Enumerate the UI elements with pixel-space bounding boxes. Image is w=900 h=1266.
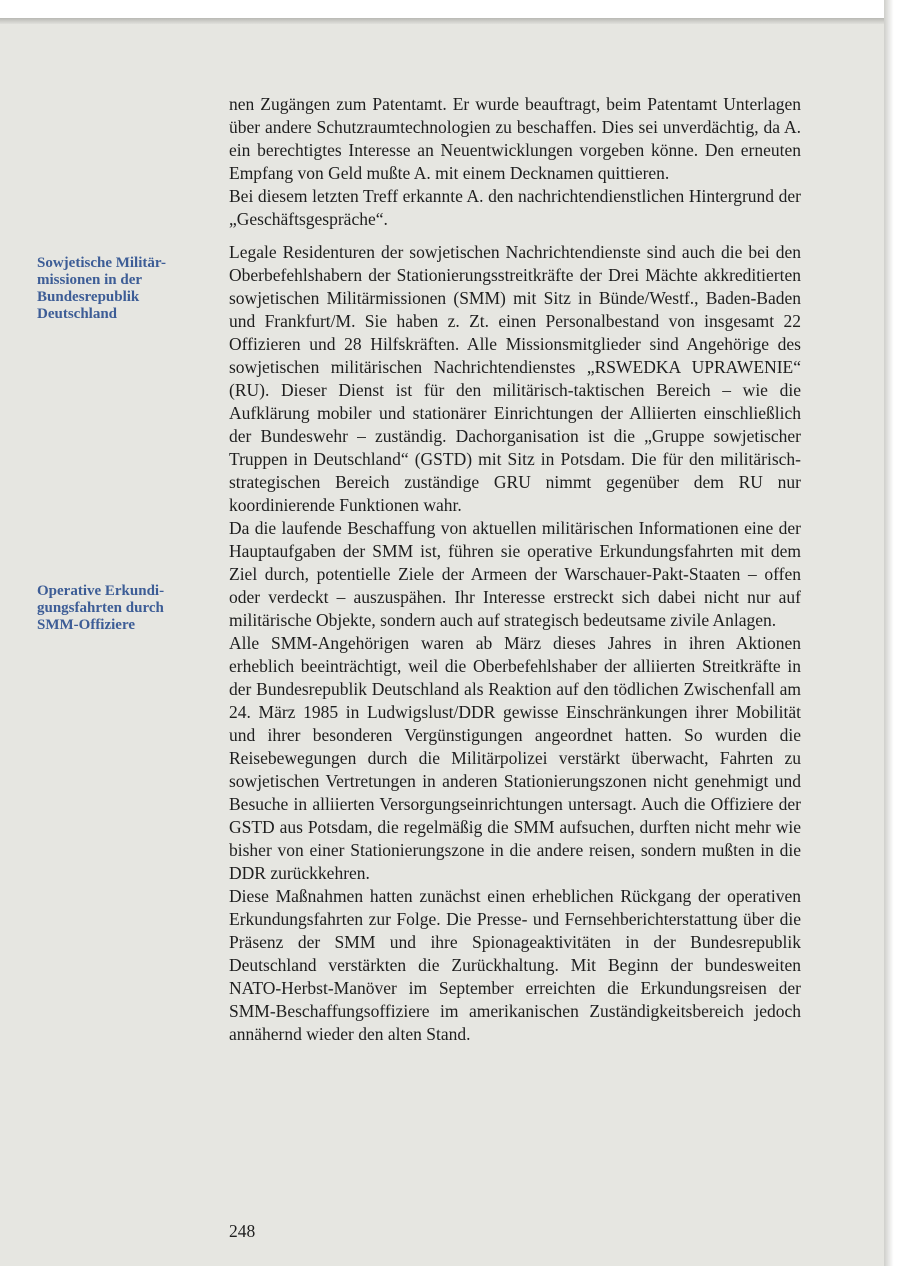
margin-heading-soviet-military-missions: Sowjetische Militär- missionen in der Bundesrepublik Deutschland [37, 255, 166, 322]
page-number: 248 [229, 1221, 256, 1241]
margin-heading-reconnaissance-trips: Operative Erkundi- gungsfahrten durch SMM-Offiziere [37, 583, 165, 633]
paragraph-last-meeting: Bei diesem letzten Treff erkannte A. den nachrichtendienstlichen Hintergrund der „Geschäftsgespräche“. [229, 186, 801, 229]
paragraph-patent-office: nen Zugängen zum Patentamt. Er wurde beauftragt, beim Patentamt Unterlagen über andere Schutzraumtechnologien zu beschaffen. Dies sei unverdächtig, da A. ein berechtigtes Interesse an Neuentwicklungen vorgeben könne. Den erneuten Empfang von Geld mußte A. mit einem Decknamen quittieren. [229, 94, 801, 183]
paragraph-decline: Diese Maßnahmen hatten zunächst einen erheblichen Rückgang der operativen Erkundungsfahrten zur Folge. Die Presse- und Fernsehberichterstattung über die Präsenz der SMM und ihre Spionageaktivitäten in der Bundesrepublik Deutschland verstärkten die Zurückhaltung. Mit Beginn der bundesweiten NATO-Herbst-Manöver im September erreichten die Erkundungsreisen der SMM-Beschaffungsoffiziere im amerikanischen Zuständigkeitsbereich jedoch annähernd wieder den alten Stand. [229, 886, 801, 1044]
scan-top-border [0, 0, 900, 18]
page-body-text [229, 93, 801, 1046]
paragraph-restrictions: Alle SMM-Angehörigen waren ab März dieses Jahres in ihren Aktionen erheblich beeinträchtigt, weil die Oberbefehlshaber der alliierten Streitkräfte in der Bundesrepublik Deutschland als Reaktion auf den tödlichen Zwischenfall am 24. März 1985 in Ludwigslust/DDR gewisse Einschränkungen ihrer Mobilität und ihrer besonderen Vergünstigungen angeordnet hatten. So wurden die Reisebewegungen durch die Militärpolizei verstärkt überwacht, Fahrten zu sowjetischen Vertretungen in anderen Stationierungszonen nicht genehmigt und Besuche in alliierten Versorgungseinrichtungen untersagt. Auch die Offiziere der GSTD aus Potsdam, die regelmäßig die SMM aufsuchen, durften nicht mehr wie bisher von einer Stationierungszone in die andere reisen, sondern mußten in die DDR zurückkehren. [229, 633, 801, 883]
paragraph-legal-residencies: Legale Residenturen der sowjetischen Nachrichtendienste sind auch die bei den Oberbefehlshabern der Stationierungsstreitkräfte der Drei Mächte akkreditierten sowjetischen Militärmissionen (SMM) mit Sitz in Bünde/Westf., Baden-Baden und Frankfurt/M. Sie haben z. Zt. einen Personalbestand von insgesamt 22 Offizieren und 28 Hilfskräften. Alle Missionsmitglieder sind Angehörige des sowjetischen militärischen Nachrichtendienstes „RSWEDKA UPRAWENIE“ (RU). Dieser Dienst ist für den militärisch-taktischen Bereich – wie die Aufklärung mobiler und stationärer Einrichtungen der Alliierten einschließlich der Bundeswehr – zuständig. Dachorganisation ist die „Gruppe sowjetischer Truppen in Deutschland“ (GSTD) mit Sitz in Potsdam. Die für den militärisch-strategischen Bereich zuständige GRU nimmt gegenüber dem RU nur koordinierende Funktionen wahr. [229, 242, 801, 515]
page-right-edge [884, 0, 900, 1266]
paragraph-operative-trips: Da die laufende Beschaffung von aktuellen militärischen Informationen eine der Hauptaufgaben der SMM ist, führen sie operative Erkundungsfahrten mit dem Ziel durch, potentielle Ziele der Armeen der Warschauer-Pakt-Staaten – offen oder verdeckt – auszuspähen. Ihr Interesse erstreckt sich dabei nicht nur auf militärische Objekte, sondern auch auf strategisch bedeutsame zivile Anlagen. [229, 518, 801, 630]
